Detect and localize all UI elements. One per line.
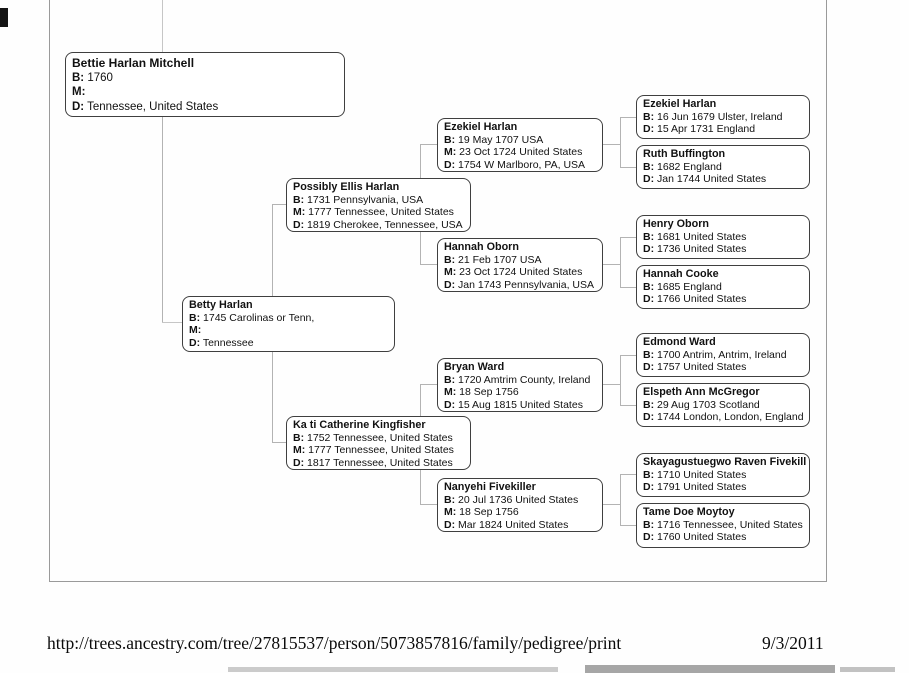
connector-line <box>603 264 620 265</box>
field-label: D: <box>444 518 456 531</box>
death-line <box>293 219 464 232</box>
marriage-line <box>444 386 596 399</box>
connector-line <box>420 384 437 385</box>
field-value: 1736 United States <box>657 243 747 255</box>
connector-line <box>162 0 163 52</box>
birth-line <box>643 231 803 244</box>
field-value: 1760 <box>87 71 113 84</box>
person-box-ezekiel-harlan-g4 <box>636 95 810 139</box>
field-value: 23 Oct 1724 United States <box>459 146 583 158</box>
connector-line <box>620 117 621 168</box>
person-name: Henry Oborn <box>643 218 709 230</box>
person-name: Skayagustuegwo Raven Fivekill <box>643 456 807 468</box>
person-name: Nanyehi Fivekiller <box>444 481 536 493</box>
death-line <box>293 457 464 470</box>
field-label: B: <box>444 493 456 506</box>
field-value: 21 Feb 1707 USA <box>458 253 542 266</box>
birth-line <box>643 469 803 482</box>
person-box-henry-oborn <box>636 215 810 259</box>
connector-line <box>620 237 636 238</box>
field-label: M: <box>444 146 457 158</box>
person-name: Hannah Oborn <box>444 241 519 253</box>
death-line <box>643 481 803 494</box>
death-line <box>444 399 596 412</box>
person-box-hannah-cooke <box>636 265 810 309</box>
chart-border-right <box>826 0 827 582</box>
death-line <box>189 337 388 350</box>
field-label: M: <box>444 386 457 398</box>
field-label: B: <box>189 311 201 324</box>
field-label: M: <box>189 324 202 336</box>
field-value: Jan 1743 Pennsylvania, USA <box>458 278 595 291</box>
birth-line <box>643 161 803 174</box>
death-line <box>444 279 596 292</box>
field-value: 15 Apr 1731 England <box>657 123 756 135</box>
footer-url: http://trees.ancestry.com/tree/27815537/person/5073857816/family/pedigree/print <box>47 633 622 653</box>
field-label: B: <box>643 398 655 411</box>
death-line <box>643 293 803 306</box>
person-name: Bettie Harlan Mitchell <box>72 56 195 70</box>
field-value: 1757 United States <box>657 361 747 373</box>
field-label: D: <box>72 100 85 113</box>
marriage-line <box>293 206 464 219</box>
marriage-line <box>293 444 464 457</box>
person-name: Ezekiel Harlan <box>444 121 518 133</box>
connector-line <box>420 504 437 505</box>
field-label: B: <box>444 253 456 266</box>
field-value: 23 Oct 1724 United States <box>459 266 583 278</box>
field-value: 29 Aug 1703 Scotland <box>657 398 760 411</box>
field-value: 1777 Tennessee, United States <box>308 444 454 456</box>
person-box-skayagustuegwo-raven-fivekill <box>636 453 810 497</box>
connector-line <box>620 167 636 168</box>
person-name: Bryan Ward <box>444 361 505 373</box>
scan-artifact-strip <box>228 667 558 672</box>
connector-line <box>603 144 620 145</box>
field-value: 1766 United States <box>657 293 747 305</box>
field-label: B: <box>293 431 305 444</box>
field-label: D: <box>643 361 655 373</box>
connector-line <box>620 474 636 475</box>
field-value: 1777 Tennessee, United States <box>308 206 454 218</box>
field-label: D: <box>643 531 655 543</box>
death-line <box>643 531 803 544</box>
connector-line <box>420 144 437 145</box>
field-value: 1791 United States <box>657 481 747 493</box>
connector-line <box>603 384 620 385</box>
person-box-tame-doe-moytoy <box>636 503 810 548</box>
connector-line <box>620 355 636 356</box>
chart-border-left <box>49 0 50 582</box>
birth-line <box>643 111 803 124</box>
person-name: Ezekiel Harlan <box>643 98 717 110</box>
marriage-line <box>444 506 596 519</box>
birth-line <box>444 494 596 507</box>
birth-line <box>293 432 464 445</box>
connector-line <box>620 355 621 406</box>
field-value: 20 Jul 1736 United States <box>458 493 579 506</box>
person-name: Hannah Cooke <box>643 268 719 280</box>
person-name: Elspeth Ann McGregor <box>643 386 760 398</box>
death-line <box>444 519 596 532</box>
field-value: 16 Jun 1679 Ulster, Ireland <box>657 110 783 123</box>
connector-line <box>620 287 636 288</box>
person-box-ruth-buffington <box>636 145 810 189</box>
birth-line <box>643 519 803 532</box>
death-line <box>643 243 803 256</box>
marriage-line <box>189 324 388 337</box>
birth-line <box>72 71 338 86</box>
field-value: 1700 Antrim, Antrim, Ireland <box>657 348 787 361</box>
connector-line <box>420 264 437 265</box>
person-name: Tame Doe Moytoy <box>643 506 735 518</box>
connector-line <box>620 474 621 526</box>
field-label: D: <box>293 218 305 231</box>
scan-artifact-strip <box>840 667 895 672</box>
field-label: B: <box>444 133 456 146</box>
field-label: B: <box>643 160 655 173</box>
marriage-line <box>444 146 596 159</box>
field-value: 1754 W Marlboro, PA, USA <box>458 158 586 171</box>
field-value: 1819 Cherokee, Tennessee, USA <box>307 218 463 231</box>
person-name: Betty Harlan <box>189 299 253 311</box>
field-label: B: <box>643 468 655 481</box>
field-label: D: <box>643 173 655 185</box>
person-box-possibly-ellis-harlan <box>286 178 471 232</box>
connector-line <box>620 117 636 118</box>
connector-line <box>162 322 182 323</box>
field-label: B: <box>643 348 655 361</box>
marriage-line <box>72 85 338 100</box>
birth-line <box>643 399 803 412</box>
person-name: Edmond Ward <box>643 336 716 348</box>
field-value: 1817 Tennessee, United States <box>307 456 453 469</box>
marriage-line <box>444 266 596 279</box>
field-value: 15 Aug 1815 United States <box>458 398 583 411</box>
death-line <box>643 411 803 424</box>
field-value: 1744 London, London, England <box>657 411 804 423</box>
birth-line <box>444 254 596 267</box>
field-label: M: <box>444 506 457 518</box>
death-line <box>444 159 596 172</box>
field-label: B: <box>643 280 655 293</box>
death-line <box>643 173 803 186</box>
field-value: Tennessee <box>202 336 254 349</box>
person-box-edmond-ward <box>636 333 810 377</box>
field-value: 1710 United States <box>657 468 747 481</box>
field-value: 19 May 1707 USA <box>458 133 544 146</box>
field-value: Tennessee, United States <box>87 100 219 113</box>
field-value: 18 Sep 1756 <box>459 386 519 398</box>
birth-line <box>189 312 388 325</box>
person-box-ezekiel-harlan-g3 <box>437 118 603 172</box>
field-value: 1745 Carolinas or Tenn, <box>203 311 315 324</box>
connector-line <box>272 204 286 205</box>
person-name: Possibly Ellis Harlan <box>293 181 400 193</box>
birth-line <box>444 134 596 147</box>
birth-line <box>643 281 803 294</box>
field-label: D: <box>293 456 305 469</box>
connector-line <box>620 405 636 406</box>
field-label: D: <box>643 243 655 255</box>
field-label: D: <box>444 278 456 291</box>
person-box-bettie-harlan-mitchell <box>65 52 345 117</box>
field-label: M: <box>444 266 457 278</box>
scan-artifact-strip <box>585 665 835 673</box>
field-label: D: <box>444 398 456 411</box>
field-value: 18 Sep 1756 <box>459 506 519 518</box>
footer-date: 9/3/2011 <box>762 633 824 653</box>
field-value: 1685 England <box>657 280 722 293</box>
birth-line <box>444 374 596 387</box>
person-box-betty-harlan <box>182 296 395 352</box>
connector-line <box>620 237 621 288</box>
birth-line <box>293 194 464 207</box>
field-value: 1731 Pennsylvania, USA <box>307 193 424 206</box>
person-name: Ka ti Catherine Kingfisher <box>293 419 426 431</box>
field-value: Jan 1744 United States <box>657 173 767 185</box>
connector-line <box>603 504 620 505</box>
connector-line <box>620 525 636 526</box>
field-value: Mar 1824 United States <box>458 518 569 531</box>
field-label: M: <box>72 86 86 98</box>
field-label: B: <box>643 518 655 531</box>
field-label: B: <box>643 230 655 243</box>
person-box-ka-ti-catherine-kingfisher <box>286 416 471 470</box>
field-label: M: <box>293 444 306 456</box>
person-box-nanyehi-fivekiller <box>437 478 603 532</box>
person-box-hannah-oborn <box>437 238 603 292</box>
field-label: B: <box>293 193 305 206</box>
field-label: D: <box>189 336 201 349</box>
chart-border-bottom <box>49 581 827 582</box>
field-label: D: <box>643 411 655 423</box>
scan-artifact-mark <box>0 8 8 27</box>
death-line <box>643 361 803 374</box>
birth-line <box>643 349 803 362</box>
field-label: B: <box>444 373 456 386</box>
field-label: D: <box>643 481 655 493</box>
field-value: 1760 United States <box>657 531 747 543</box>
field-value: 1681 United States <box>657 230 747 243</box>
field-value: 1720 Amtrim County, Ireland <box>458 373 591 386</box>
field-value: 1716 Tennessee, United States <box>657 518 803 531</box>
field-label: D: <box>643 293 655 305</box>
connector-line <box>162 117 163 322</box>
person-box-bryan-ward <box>437 358 603 412</box>
death-line <box>72 100 338 115</box>
field-label: D: <box>444 158 456 171</box>
field-label: M: <box>293 206 306 218</box>
field-value: 1752 Tennessee, United States <box>307 431 453 444</box>
field-label: B: <box>643 110 655 123</box>
field-value: 1682 England <box>657 160 722 173</box>
death-line <box>643 123 803 136</box>
field-label: B: <box>72 71 85 84</box>
field-label: D: <box>643 123 655 135</box>
person-name: Ruth Buffington <box>643 148 726 160</box>
person-box-elspeth-ann-mcgregor <box>636 383 810 427</box>
connector-line <box>272 442 286 443</box>
